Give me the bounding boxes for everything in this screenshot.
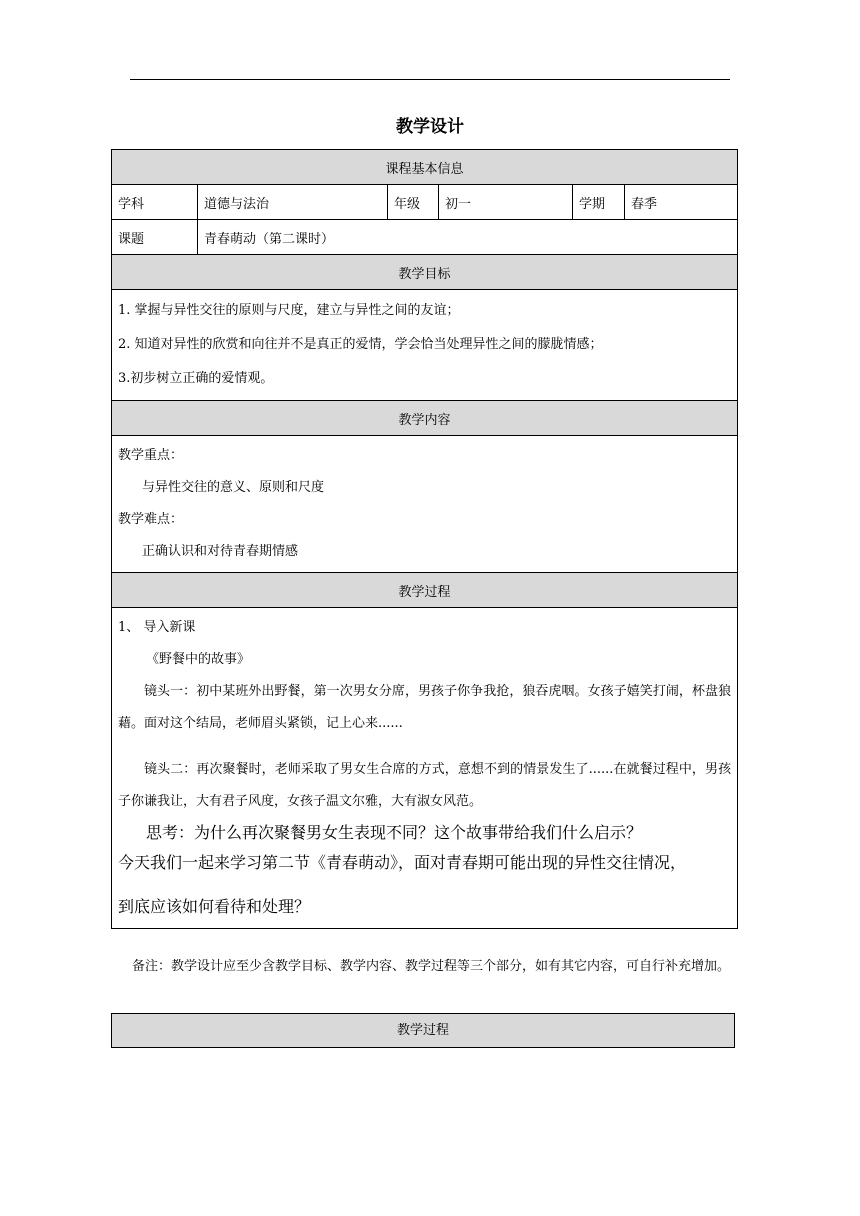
objective-item: 1. 掌握与异性交往的原则与尺度，建立与异性之间的友谊； bbox=[118, 303, 460, 318]
difficult-point-label: 教学难点： bbox=[118, 512, 184, 527]
objective-item: 3.初步树立正确的爱情观。 bbox=[118, 371, 274, 386]
lesson-intro: 今天我们一起来学习第二节《青春萌动》，面对青春期可能出现的异性交往情况， bbox=[118, 853, 687, 872]
term-value: 春季 bbox=[625, 185, 738, 220]
key-point-text: 与异性交往的意义、原则和尺度 bbox=[142, 480, 325, 495]
story-shot-two: 镜头二：再次聚餐时，老师采取了男女生合席的方式，意想不到的情景发生了......在就餐过程中，男孩子你谦我让，大有君子风度，女孩子温文尔雅，大有淑女风范。 bbox=[118, 762, 732, 809]
basic-info-row bbox=[112, 185, 738, 220]
basic-info-header: 课程基本信息 bbox=[112, 150, 738, 185]
second-process-header: 教学过程 bbox=[111, 1013, 735, 1048]
lesson-intro-end: 到底应该如何看待和处理？ bbox=[118, 897, 311, 916]
topic-row bbox=[112, 220, 738, 255]
step-intro: 1、 导入新课 bbox=[118, 620, 196, 635]
process-header: 教学过程 bbox=[112, 573, 738, 608]
content-header: 教学内容 bbox=[112, 401, 738, 436]
objectives-list bbox=[112, 290, 738, 401]
difficult-point-text: 正确认识和对待青春期情感 bbox=[142, 544, 299, 559]
spacer bbox=[118, 740, 731, 754]
grade-value: 初一 bbox=[439, 185, 573, 220]
objectives-header: 教学目标 bbox=[112, 255, 738, 290]
story-shot-one: 镜头一：初中某班外出野餐，第一次男女分席，男孩子你争我抢，狼吞虎咽。女孩子嬉笑打闹，杯盘狼藉。面对这个结局，老师眉头紧锁，记上心来...... bbox=[118, 684, 732, 731]
topic-label: 课题 bbox=[112, 220, 198, 255]
topic-value: 青春萌动（第二课时） bbox=[198, 220, 738, 255]
term-label: 学期 bbox=[573, 185, 625, 220]
lesson-design-table bbox=[111, 149, 738, 929]
subject-value: 道德与法治 bbox=[198, 185, 388, 220]
subject-label: 学科 bbox=[112, 185, 198, 220]
content-body bbox=[112, 436, 738, 573]
process-body bbox=[112, 608, 738, 929]
objective-item: 2. 知道对异性的欣赏和向往并不是真正的爱情，学会恰当处理异性之间的朦胧情感； bbox=[118, 337, 603, 352]
grade-label: 年级 bbox=[388, 185, 439, 220]
top-rule bbox=[130, 79, 730, 80]
key-point-label: 教学重点： bbox=[118, 448, 184, 463]
document-title: 教学设计 bbox=[396, 117, 464, 137]
remark-note: 备注：教学设计应至少含教学目标、教学内容、教学过程等三个部分，如有其它内容，可自行补充增加。 bbox=[132, 959, 731, 974]
story-title: 《野餐中的故事》 bbox=[146, 652, 251, 667]
think-question: 思考：为什么再次聚餐男女生表现不同？这个故事带给我们什么启示？ bbox=[146, 823, 643, 842]
